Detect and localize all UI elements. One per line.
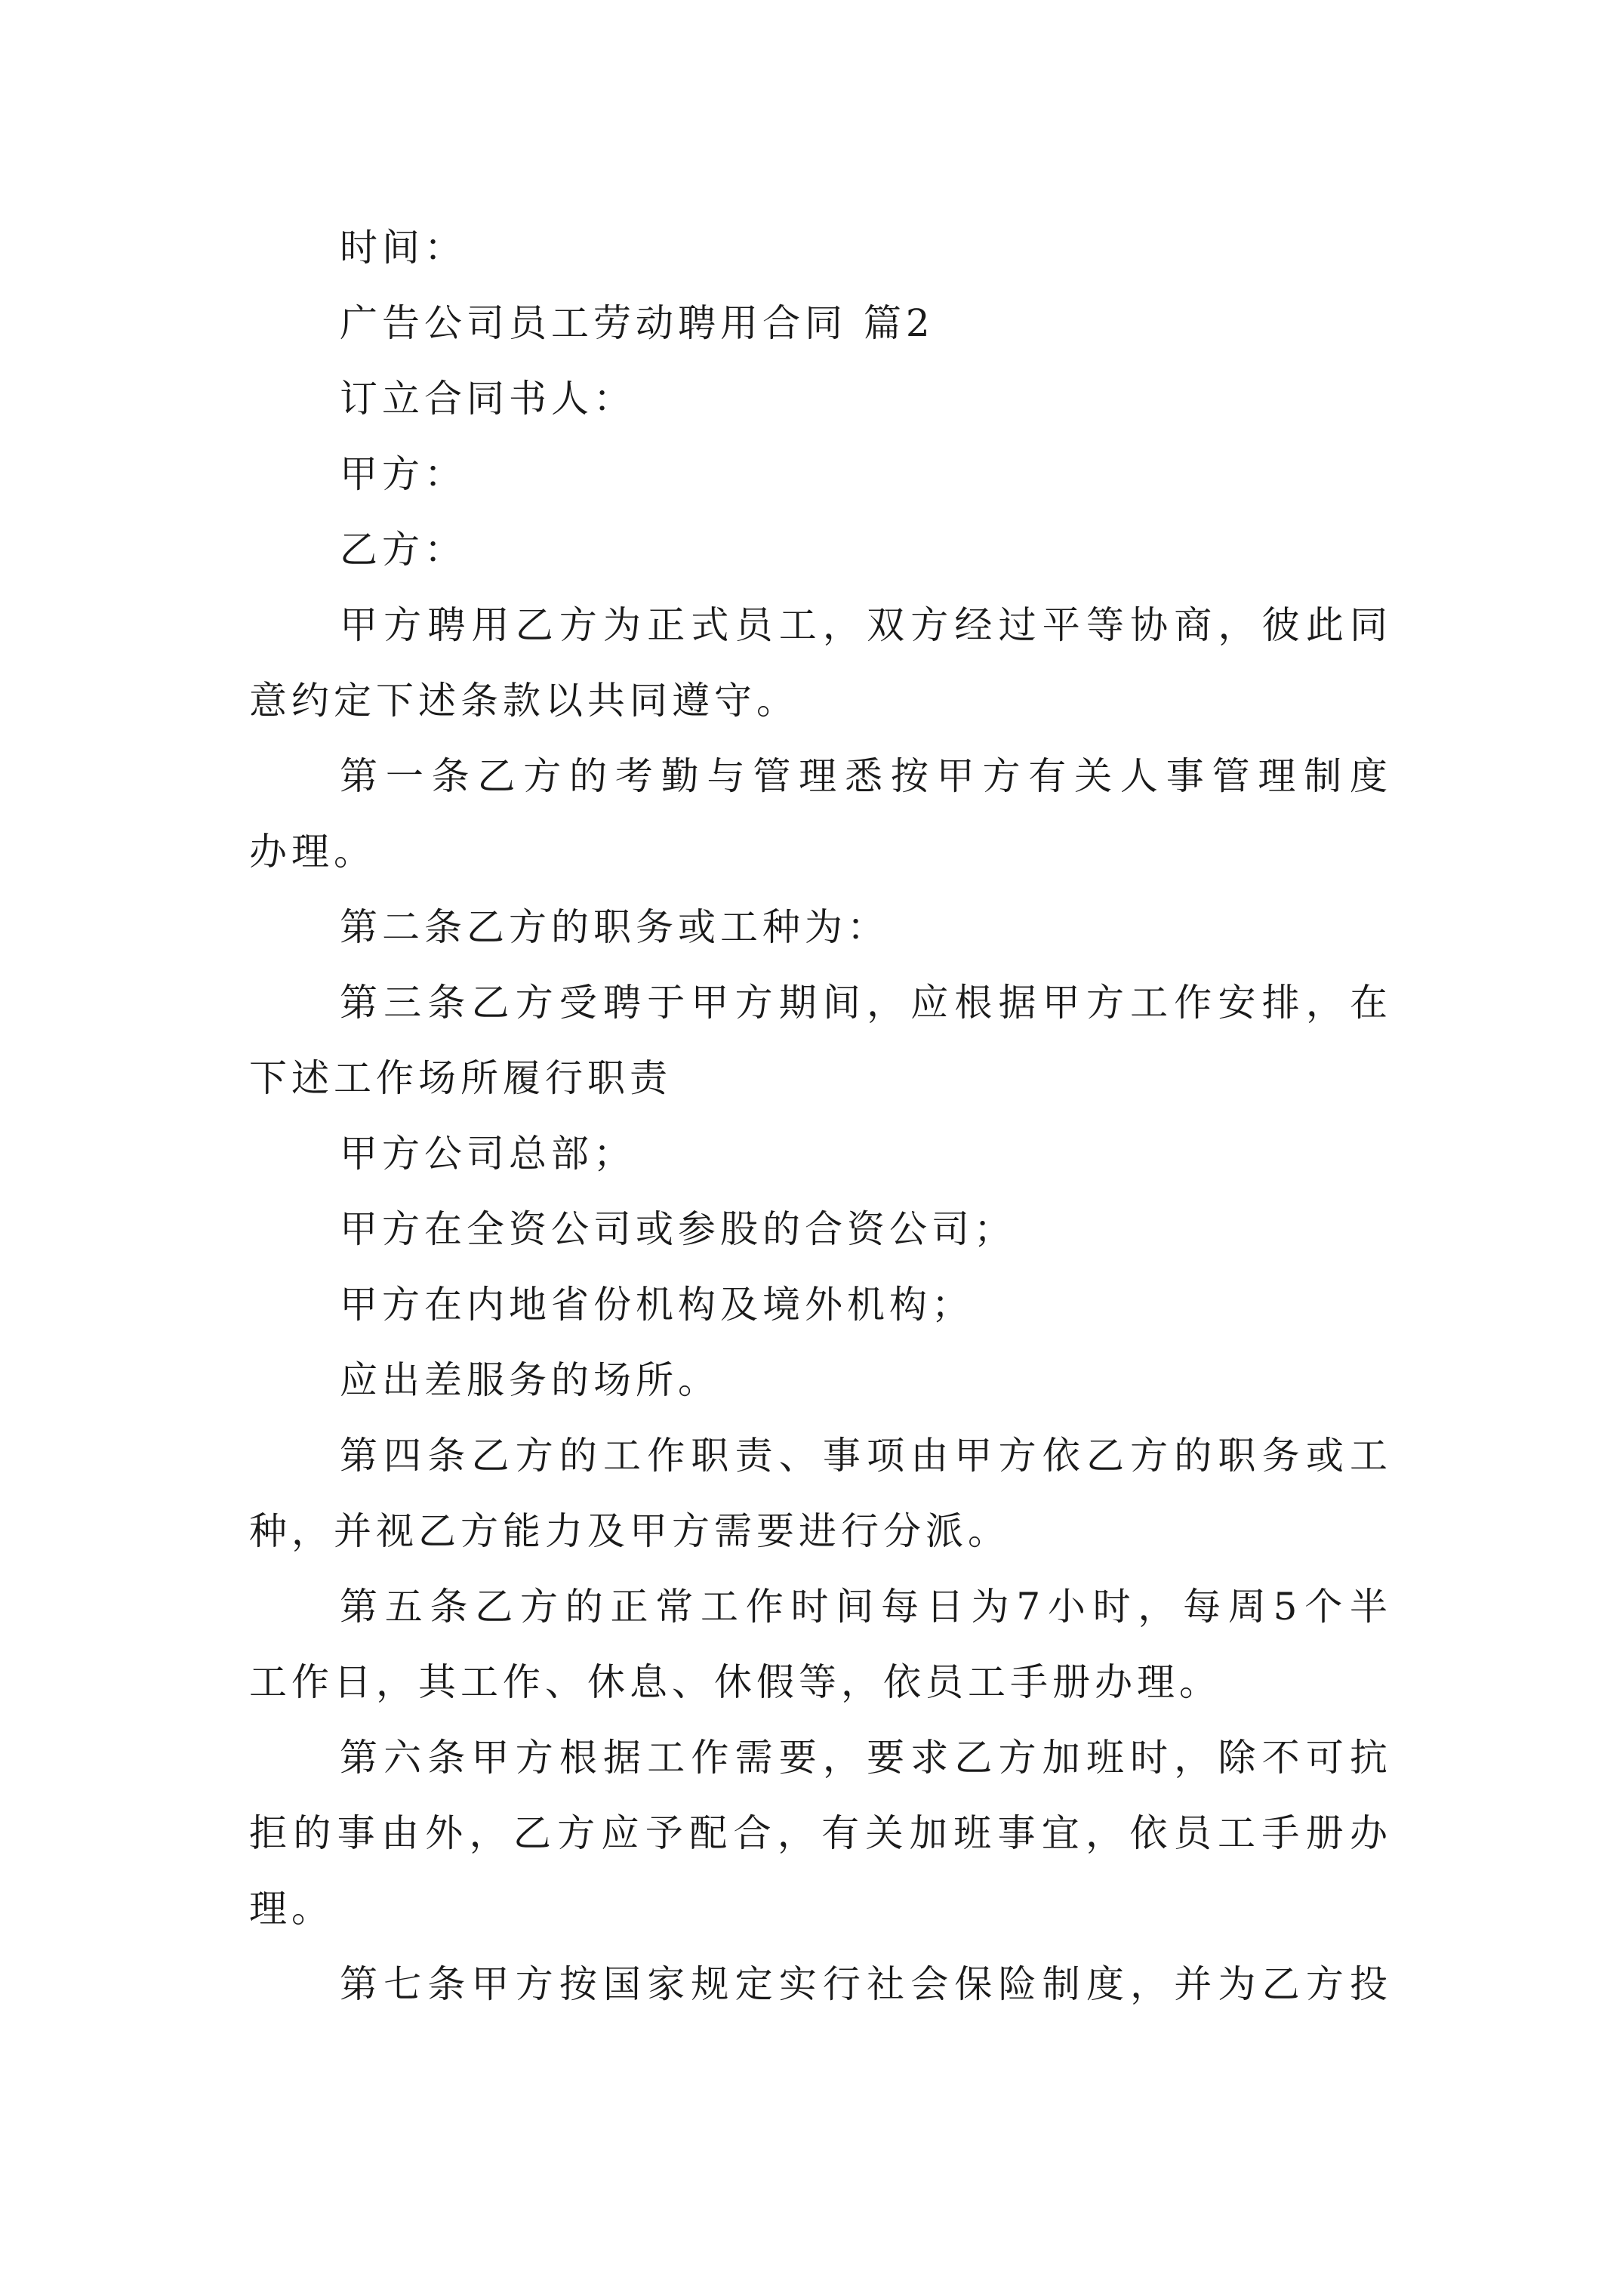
paragraph-line: 甲方聘用乙方为正式员工，双方经过平等协商，彼此同	[340, 603, 1387, 647]
article-4-line: 第四条乙方的工作职责、事项由甲方依乙方的职务或工	[340, 1434, 1387, 1478]
article-5-line: 第五条乙方的正常工作时间每日为7小时，每周5个半	[340, 1585, 1387, 1629]
article-7-line: 第七条甲方按国家规定实行社会保险制度，并为乙方投	[340, 1962, 1387, 2006]
article-3-line: 下述工作场所履行职责	[249, 1056, 672, 1100]
article-5-line: 工作日，其工作、休息、休假等，依员工手册办理。	[249, 1660, 1221, 1704]
workplace-item: 甲方公司总部；	[340, 1132, 636, 1176]
article-6-line: 理。	[249, 1887, 334, 1931]
party-a-label: 甲方：	[340, 452, 467, 496]
workplace-item: 甲方在内地省份机构及境外机构；	[340, 1283, 974, 1327]
party-b-label: 乙方：	[340, 528, 467, 572]
contract-title: 广告公司员工劳动聘用合同 篇2	[340, 301, 935, 345]
workplace-item: 应出差服务的场所。	[340, 1358, 720, 1402]
article-4-line: 种，并视乙方能力及甲方需要进行分派。	[249, 1509, 1010, 1553]
article-1-line: 第一条乙方的考勤与管理悉按甲方有关人事管理制度	[340, 754, 1387, 798]
article-1-line: 办理。	[249, 830, 376, 874]
workplace-item: 甲方在全资公司或参股的合资公司；	[340, 1207, 1016, 1251]
article-2-line: 第二条乙方的职务或工种为：	[340, 905, 889, 949]
signatories-label: 订立合同书人：	[340, 377, 636, 421]
paragraph-line: 意约定下述条款以共同遵守。	[249, 679, 799, 723]
article-3-line: 第三条乙方受聘于甲方期间，应根据甲方工作安排，在	[340, 981, 1387, 1025]
article-6-line: 拒的事由外，乙方应予配合，有关加班事宜，依员工手册办	[249, 1811, 1387, 1855]
time-label: 时间：	[340, 226, 467, 270]
article-6-line: 第六条甲方根据工作需要，要求乙方加班时，除不可抗	[340, 1736, 1387, 1780]
